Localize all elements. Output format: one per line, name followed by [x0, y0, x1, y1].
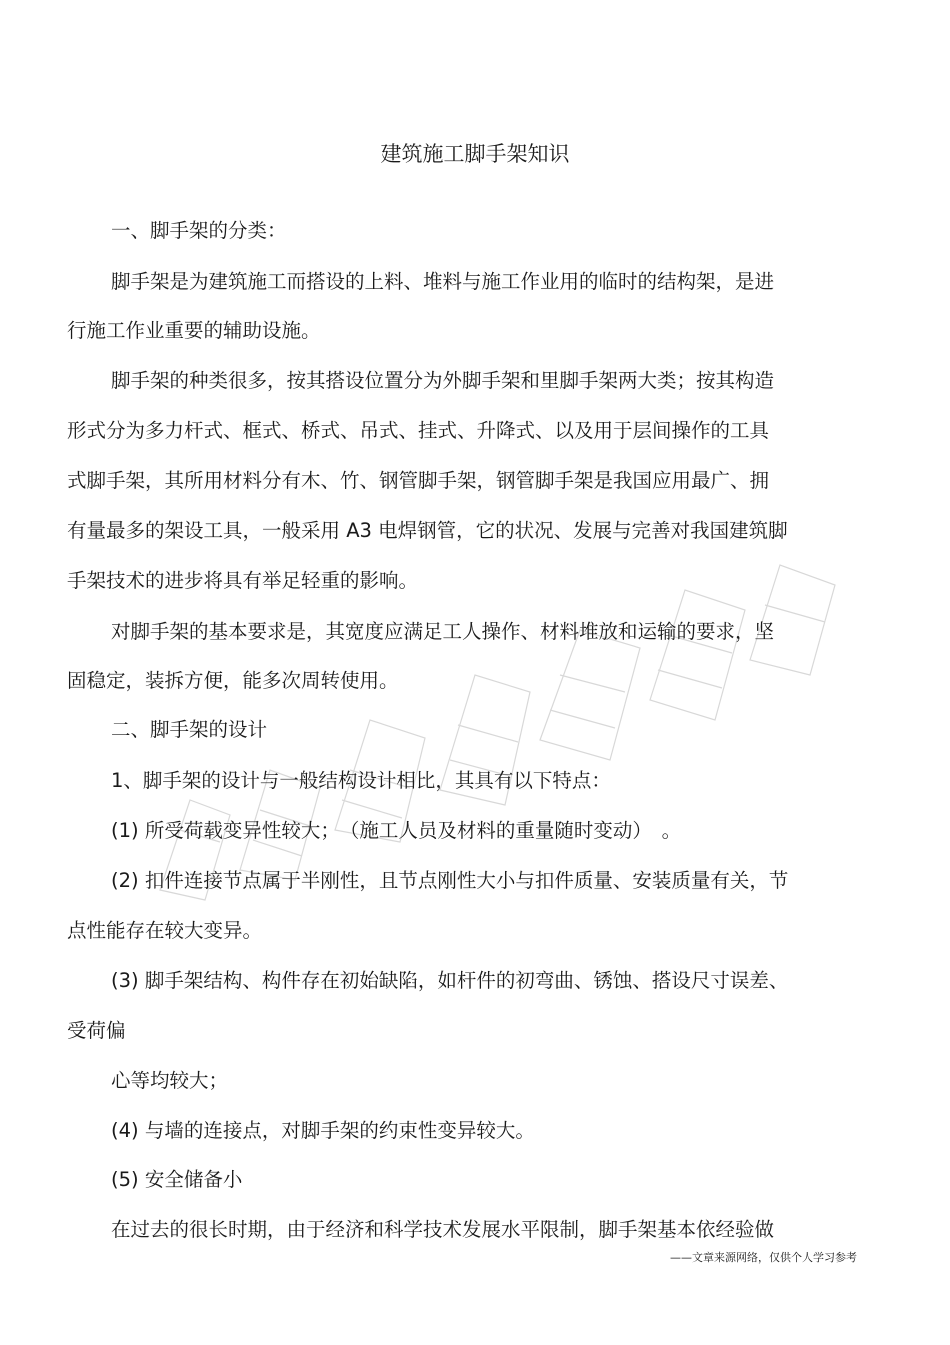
paragraph-line: 对脚手架的基本要求是，其宽度应满足工人操作、材料堆放和运输的要求，坚 — [111, 620, 775, 643]
list-item: (2) 扣件连接节点属于半刚性，且节点刚性大小与扣件质量、安装质量有关，节 — [111, 869, 789, 892]
list-item: 1、脚手架的设计与一般结构设计相比，其具有以下特点： — [111, 769, 611, 792]
section-heading: 二、脚手架的设计 — [111, 718, 268, 741]
paragraph-line: 式脚手架，其所用材料分有木、竹、钢管脚手架，钢管脚手架是我国应用最广、拥 — [67, 469, 770, 492]
paragraph-line: 在过去的很长时期，由于经济和科学技术发展水平限制，脚手架基本依经验做 — [111, 1218, 775, 1241]
paragraph-line: 行施工作业重要的辅助设施。 — [67, 319, 321, 342]
list-item: 受荷偏 — [67, 1019, 126, 1042]
footer-note: ——文章来源网络，仅供个人学习参考 — [670, 1251, 857, 1264]
paragraph-line: 形式分为多力杆式、框式、桥式、吊式、挂式、升降式、以及用于层间操作的工具 — [67, 419, 770, 442]
paragraph-line: 脚手架的种类很多，按其搭设位置分为外脚手架和里脚手架两大类；按其构造 — [111, 369, 775, 392]
paragraph-line: 固稳定，装拆方便，能多次周转使用。 — [67, 669, 399, 692]
list-item: 心等均较大； — [111, 1069, 229, 1092]
list-item: (1) 所受荷载变异性较大； （施工人员及材料的重量随时变动） 。 — [111, 819, 682, 842]
paragraph-line: 脚手架是为建筑施工而搭设的上料、堆料与施工作业用的临时的结构架，是进 — [111, 270, 775, 293]
paragraph-line: 手架技术的进步将具有举足轻重的影响。 — [67, 569, 419, 592]
section-heading: 一、脚手架的分类： — [111, 219, 287, 242]
list-item: 点性能存在较大变异。 — [67, 919, 263, 942]
document-title: 建筑施工脚手架知识 — [380, 142, 570, 166]
list-item: (5) 安全储备小 — [111, 1168, 243, 1191]
paragraph-line: 有量最多的架设工具，一般采用 A3 电焊钢管，它的状况、发展与完善对我国建筑脚 — [67, 519, 788, 542]
list-item: (4) 与墙的连接点，对脚手架的约束性变异较大。 — [111, 1119, 535, 1142]
list-item: (3) 脚手架结构、构件存在初始缺陷，如杆件的初弯曲、锈蚀、搭设尺寸误差、 — [111, 969, 789, 992]
